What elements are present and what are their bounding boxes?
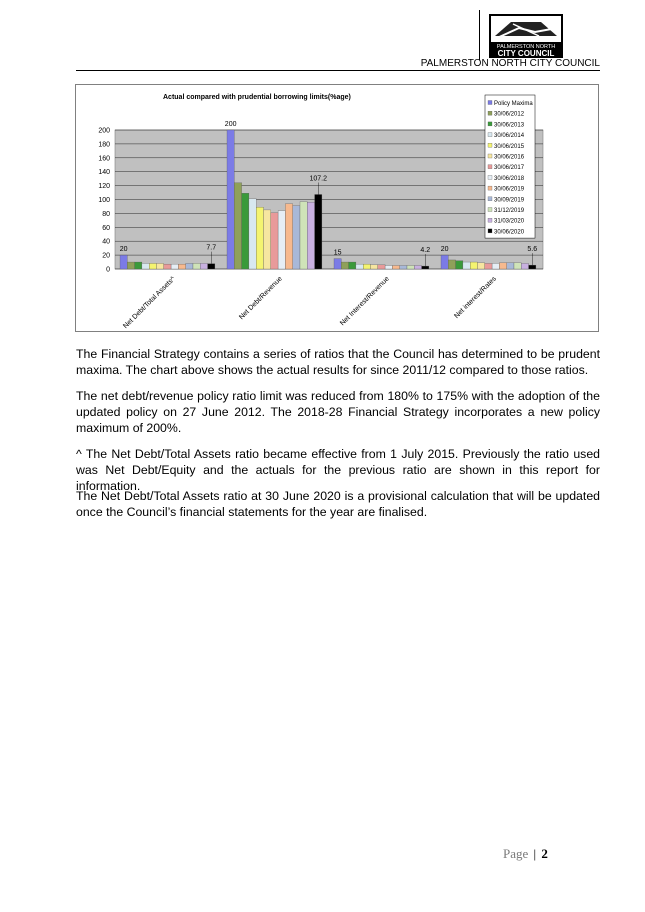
- bar: [492, 263, 499, 269]
- bar: [164, 264, 171, 269]
- page-separator: |: [533, 846, 537, 861]
- legend-label: 30/06/2017: [494, 165, 525, 172]
- bar: [135, 262, 142, 269]
- bar: [371, 265, 378, 269]
- paragraph-1: The Financial Strategy contains a series of ratios that the Council has determined to be prudent maxima. The chart above shows the actual results for since 2011/12 compared to those ratios.: [76, 347, 600, 377]
- x-tick-label: Net Interest/Revenue: [339, 275, 391, 328]
- bar: [363, 264, 370, 269]
- bar: [178, 264, 185, 269]
- logo-line1: PALMERSTON NORTH: [496, 44, 556, 50]
- bar: [485, 263, 492, 269]
- organisation-header: PALMERSTON NORTH CITY COUNCIL: [420, 58, 600, 69]
- legend-swatch: [488, 143, 492, 147]
- bar: [385, 266, 392, 269]
- x-tick-label: Net Debt/Revenue: [238, 275, 284, 322]
- legend-swatch: [488, 101, 492, 105]
- bar: [422, 266, 429, 269]
- data-label: 5.6: [527, 246, 538, 254]
- bar: [356, 264, 363, 269]
- bar: [193, 263, 200, 269]
- legend-label: 31/03/2020: [494, 218, 525, 225]
- legend-label: 30/06/2016: [494, 154, 525, 161]
- bar: [271, 213, 278, 269]
- page-number: 2: [541, 846, 548, 861]
- bar: [171, 264, 178, 269]
- data-label: 200: [224, 121, 237, 128]
- bar: [456, 261, 463, 269]
- bar: [392, 266, 399, 269]
- y-tick-label: 120: [98, 183, 110, 191]
- bar: [142, 263, 149, 269]
- legend-label: 30/06/2015: [494, 143, 525, 150]
- bar: [242, 193, 249, 269]
- bar: [441, 255, 448, 269]
- legend-label: 30/06/2012: [494, 111, 525, 118]
- legend-swatch: [488, 165, 492, 169]
- bar: [400, 266, 407, 269]
- bar: [157, 263, 164, 269]
- y-tick-label: 0: [106, 266, 110, 274]
- bar: [334, 259, 341, 269]
- data-label: 20: [119, 246, 128, 254]
- legend-label: 31/12/2019: [494, 208, 525, 214]
- bar: [507, 263, 514, 269]
- legend-swatch: [488, 133, 492, 137]
- bar: [249, 199, 256, 269]
- page-footer: [503, 846, 548, 862]
- legend-swatch: [488, 175, 492, 179]
- bar: [407, 266, 414, 269]
- header-divider-vertical: [479, 10, 480, 60]
- bar: [208, 264, 215, 269]
- legend-label: 30/06/2018: [494, 175, 525, 182]
- bar: [227, 130, 234, 269]
- data-label: 15: [333, 249, 342, 257]
- council-logo: [489, 14, 563, 58]
- bar: [307, 202, 314, 269]
- bar: [414, 266, 421, 269]
- bar: [521, 263, 528, 269]
- legend-swatch: [488, 229, 492, 233]
- bar: [127, 262, 134, 269]
- x-tick-label: Net Debt/Total Assets^: [122, 275, 177, 331]
- y-tick-label: 100: [98, 197, 110, 204]
- bar: [378, 265, 385, 269]
- bar: [341, 262, 348, 269]
- legend-swatch: [488, 218, 492, 222]
- bar: [529, 265, 536, 269]
- legend-swatch: [488, 122, 492, 126]
- legend-label: Policy Maxima: [494, 101, 533, 107]
- bar: [278, 211, 285, 269]
- page-label: Page: [503, 846, 529, 861]
- legend-swatch: [488, 111, 492, 115]
- bar: [120, 255, 127, 269]
- y-tick-label: 40: [102, 238, 110, 246]
- bar: [315, 194, 322, 269]
- bar: [470, 262, 477, 269]
- data-label: 20: [440, 246, 449, 254]
- y-tick-label: 200: [98, 127, 110, 135]
- borrowing-limits-chart: [75, 84, 599, 332]
- x-tick-label: Net interest/Rates: [453, 275, 498, 321]
- bar: [463, 262, 470, 269]
- bar: [200, 263, 207, 269]
- y-tick-label: 80: [102, 210, 110, 218]
- paragraph-2: The net debt/revenue policy ratio limit was reduced from 180% to 175% with the adoption of the updated policy on 27 June 2012. The 2018-28 Financial Strategy incorporates a new policy maximum of 200%.: [76, 389, 600, 435]
- bar: [285, 204, 292, 269]
- data-label: 7.7: [206, 244, 217, 252]
- legend-label: 30/06/2014: [494, 133, 525, 140]
- bar: [293, 206, 300, 269]
- y-tick-label: 160: [98, 155, 110, 163]
- bar: [149, 263, 156, 269]
- legend-swatch: [488, 154, 492, 158]
- header-rule: [76, 70, 600, 71]
- paragraph-4: The Net Debt/Total Assets ratio at 30 June 2020 is a provisional calculation that will be updated once the Council’s financial statements for the year are finalised.: [76, 489, 600, 519]
- y-tick-label: 140: [98, 169, 110, 177]
- logo-line2: CITY COUNCIL: [497, 49, 555, 58]
- bar: [448, 260, 455, 269]
- bar: [499, 263, 506, 269]
- chart-legend: [485, 95, 535, 238]
- paragraph-3: ^ The Net Debt/Total Assets ratio became effective from 1 July 2015. Previously the ratio used was Net Debt/Equity and the actuals for the previous ratio are shown in this report for information.: [76, 447, 600, 493]
- bar: [478, 263, 485, 269]
- legend-swatch: [488, 208, 492, 212]
- legend-swatch: [488, 197, 492, 201]
- data-label: 4.2: [420, 247, 431, 255]
- legend-swatch: [488, 186, 492, 190]
- legend-label: 30/06/2019: [494, 186, 525, 193]
- chart-title: Actual compared with prudential borrowing limits(%age): [163, 94, 351, 101]
- legend-label: 30/06/2020: [494, 229, 525, 236]
- bar: [264, 210, 271, 269]
- bar: [300, 202, 307, 269]
- bar: [349, 262, 356, 269]
- bar: [186, 263, 193, 269]
- y-tick-label: 20: [102, 252, 110, 260]
- legend-label: 30/09/2019: [494, 197, 525, 204]
- y-tick-label: 60: [102, 224, 110, 232]
- bar: [234, 183, 241, 269]
- legend-label: 30/06/2013: [494, 122, 525, 129]
- data-label: 107.2: [309, 175, 328, 183]
- y-tick-label: 180: [98, 141, 110, 149]
- bar: [514, 263, 521, 269]
- bar: [256, 207, 263, 269]
